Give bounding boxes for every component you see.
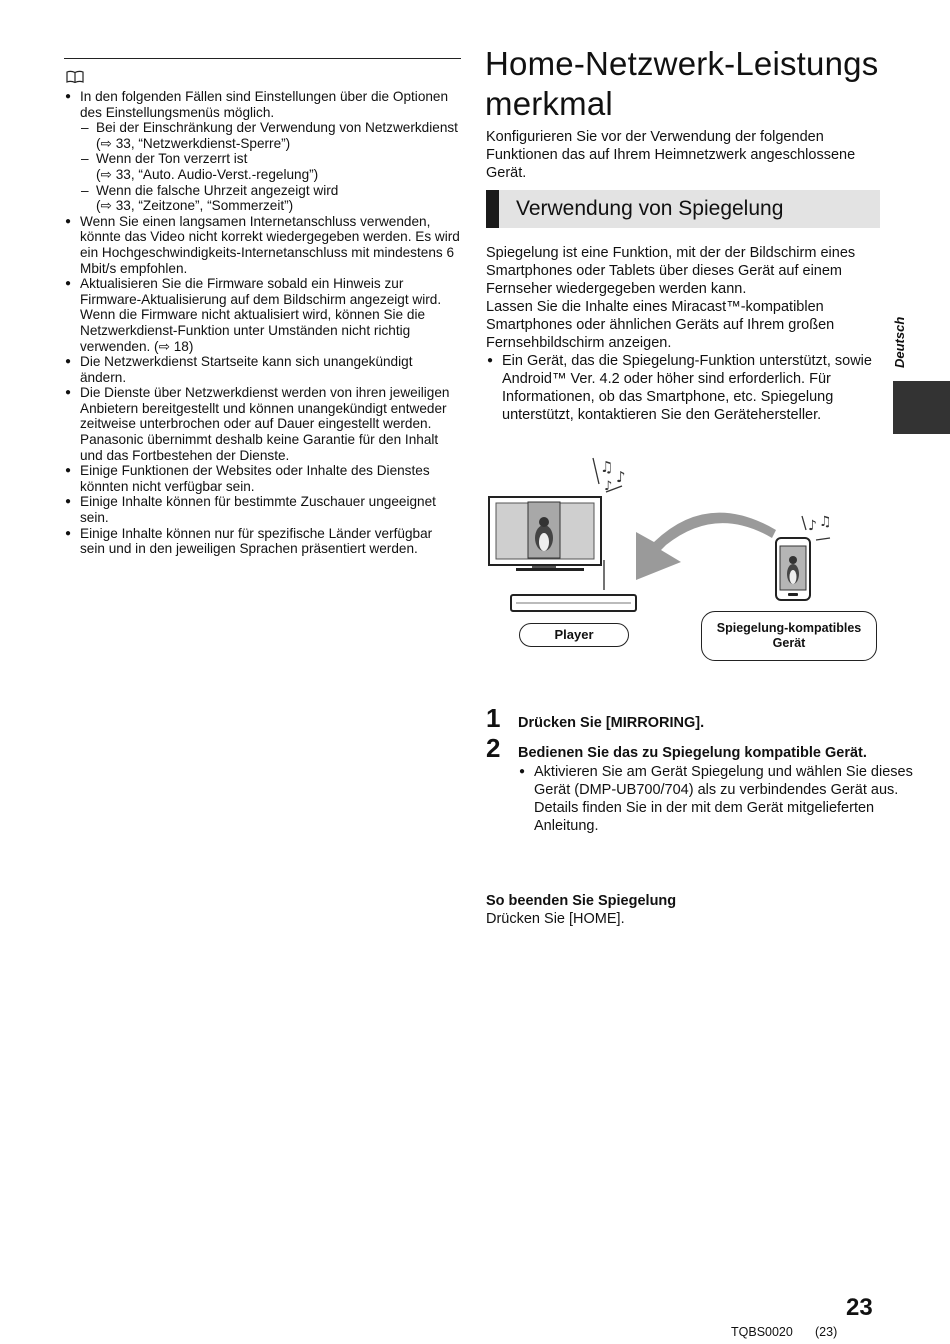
device-label-line: Gerät [772,636,806,650]
step-1 [486,703,913,733]
step-bullet-text: Details finden Sie in der mit dem Gerät mitgelieferten Anleitung. [534,800,875,834]
svg-text:♫: ♫ [600,458,614,476]
step-bullet [518,763,913,835]
curved-arrow-icon [636,513,776,580]
phone-music-notes-icon [802,514,832,540]
notes-sublist [80,120,460,214]
note-item: ● Wenn Sie einen langsamen Internetanschluss verwenden, könnte das Video nicht korrekt wiedergegeben werden. Es wird ein Hochgeschwindigkeits-Internetanschluss mit mindestens 6 Mbit/s empfohlen. [64,214,460,276]
intro-text: Konfigurieren Sie vor der Verwendung der folgenden Funktionen das auf Ihrem Heimnetzwerk angeschlossene Gerät. [486,129,856,181]
svg-text:♫: ♫ [819,514,832,530]
note-subitem-ref: (⇨ 33, “Auto. Audio-Verst.-regelung”) [96,166,319,182]
note-item: ● Die Dienste über Netzwerkdienst werden von ihren jeweiligen Anbietern bereitgestellt und können unangekündigt entweder zeitweise unterbrochen oder auf Dauer eingestellt werden. Panasonic übernimmt deshalb keine Garantie für den Inhalt und das Fortbestehen der Dienste. [64,385,460,463]
footer-code: TQBS0020 [731,1325,793,1339]
note-subitem [80,151,460,182]
note-item [64,89,460,214]
note-subitem-text: Wenn der Ton verzerrt ist [96,151,248,167]
footer-sub-page: (23) [815,1325,838,1339]
section-title: Verwendung von Spiegelung [516,197,784,220]
requirement-list [486,352,881,424]
book-note-icon [66,70,84,84]
language-tab [893,381,950,434]
description-paragraph: Spiegelung ist eine Funktion, mit der der Bildschirm eines Smartphones oder Tablets über dieses Gerät auf einem Fernseher wiedergegeben werden kann. [486,245,856,297]
note-item: ● Einige Inhalte können nur für spezifische Länder verfügbar sein und in den jeweiligen Sprachen präsentiert werden. [64,526,460,557]
step-2 [486,733,913,835]
note-subitem-ref: (⇨ 33, “Zeitzone”, “Sommerzeit”) [96,198,294,214]
note-subitem-text: Wenn die falsche Uhrzeit angezeigt wird [96,182,339,198]
step-number: 1 [486,703,501,733]
page-title: Home-Netzwerk-Leistungs merkmal [485,45,879,122]
note-item: ● Aktualisieren Sie die Firmware sobald ein Hinweis zur Firmware-Aktualisierung auf dem Bildschirm angezeigt wird. Wenn die Firmware nicht aktualisiert wird, können Sie die Netzwerkdienst-Funktion unter Umständen nicht richtig verwenden. (⇨ 18) [64,276,460,354]
smartphone-icon [776,538,810,600]
section-heading [486,190,880,228]
note-text: In den folgenden Fällen sind Einstellungen über die Optionen des Einstellungsmenüs möglich. [80,89,449,120]
music-notes-icon [593,458,626,494]
note-item: ● Die Netzwerkdienst Startseite kann sich unangekündigt ändern. [64,354,460,385]
description-paragraph: Lassen Sie die Inhalte eines Miracast™-kompatiblen Smartphones oder ähnlichen Geräts auf Ihrem großen Fernsehbildschirm anzeigen. [486,299,835,351]
player-label: Player [519,623,629,647]
note-subitem [80,120,460,151]
section-description [486,244,881,424]
svg-text:♪: ♪ [616,468,626,486]
language-label: Deutsch [892,316,907,368]
notes-list [64,89,460,557]
requirement-item: ● Ein Gerät, das die Spiegelung-Funktion unterstützt, sowie Android™ Ver. 4.2 oder höher sind erforderlich. Für Informationen, ob das Smartphone, etc. Spiegelung unterstützt, kontaktieren Sie den Gerätehersteller. [486,352,881,424]
stop-text: Drücken Sie [HOME]. [486,911,625,927]
note-item: ● Einige Funktionen der Websites oder Inhalte des Dienstes könnten nicht verfügbar sein. [64,463,460,494]
device-label [701,611,877,661]
step-bullet-text: ● Aktivieren Sie am Gerät Spiegelung und wählen Sie dieses Gerät (DMP-UB700/704) als zu verbindendes Gerät aus. [534,764,913,798]
step-number: 2 [486,733,501,763]
tv-icon [489,497,601,571]
page-number: 23 [846,1294,873,1321]
svg-text:♪: ♪ [604,479,613,494]
note-subitem-ref: (⇨ 33, “Netzwerkdienst-Sperre”) [96,135,291,151]
device-label-line: Spiegelung-kompatibles [716,621,862,635]
step-heading: Drücken Sie [MIRRORING]. [518,715,705,731]
step-heading: Bedienen Sie das zu Spiegelung kompatible Gerät. [518,745,867,761]
section-marker [486,190,499,228]
step-bullet-list [518,763,913,835]
top-rule [64,58,461,59]
note-subitem-text: Bei der Einschränkung der Verwendung von Netzwerkdienst [96,120,458,136]
stop-heading: So beenden Sie Spiegelung [486,893,677,909]
svg-text:♪: ♪ [808,518,817,534]
player-device-icon [511,595,636,611]
note-item: ● Einige Inhalte können für bestimmte Zuschauer ungeeignet sein. [64,494,460,525]
note-subitem [80,183,460,214]
